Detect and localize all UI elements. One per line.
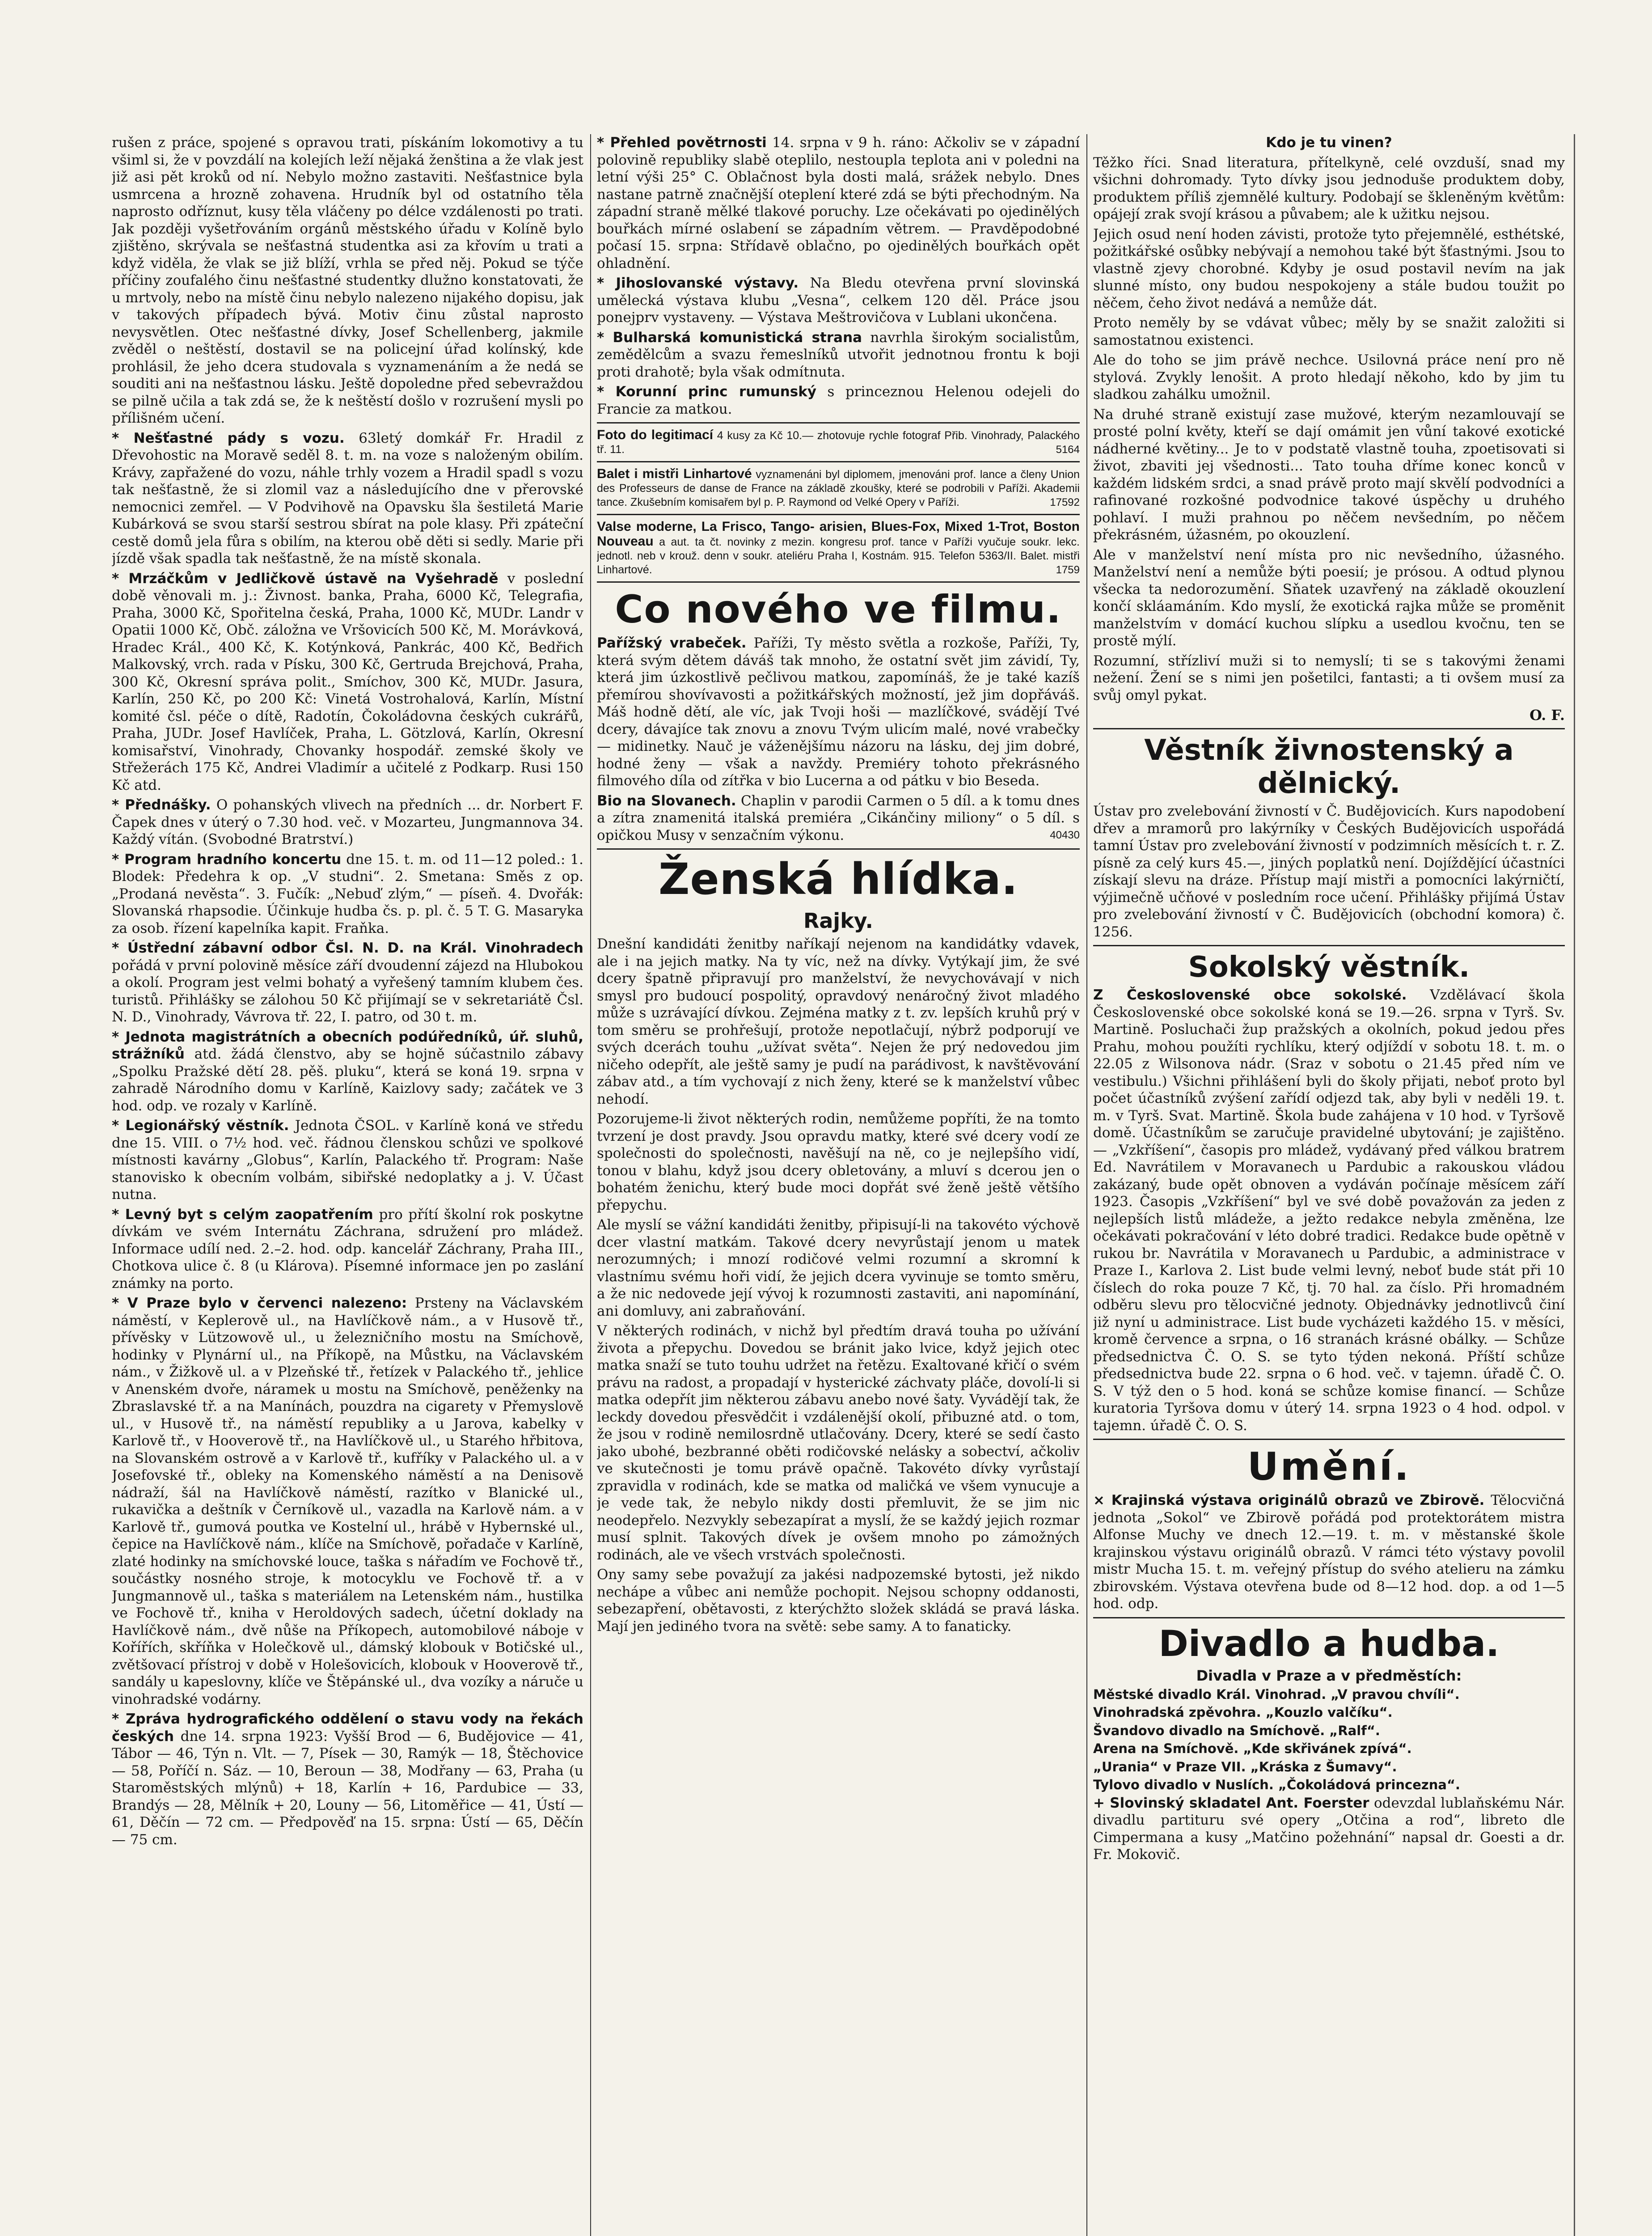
ad-balet bbox=[597, 467, 1080, 509]
news-item-text: dne 14. srpna 1923: Vyšší Brod — 6, Budějovice — 41, Tábor — 46, Týn n. Vlt. — 7, Písek — 30, Ramýk — 18, Štěchovice — 58, Poříčí n. Sáz. — 10, Beroun — 38, Modřany — 63, Praha (u Staroměstských mlýnů) + 18, Karlín + 16, Pardubice — 33, Brandýs — 28, Mělník + 20, Louny — 56, Litoměřice — 41, Ústí — 61, Děčín — 72 cm. — Předpověď na 15. srpna: Ústí — 65, Děčín — 75 cm. bbox=[112, 1728, 583, 1848]
divider bbox=[597, 848, 1080, 850]
zenska-paragraph: Pozorujeme-li život některých rodin, nemůžeme popříti, že na tomto tvrzení je dost pravdy. Jsou opravdu matky, které své dcery vodí ze společnosti do společnosti, navěšují na ně, co je nejlepšího vidí, tonou v blahu, když jsou dcery obletovány, a mluví s dcerou jen o bohatém ženichu, který bude moci dopřát své ženě ještě většího přepychu. bbox=[597, 1111, 1080, 1213]
news-item bbox=[112, 1117, 583, 1203]
zenska-paragraph: Ony samy sebe považují za jakési nadpozemské bytosti, jež nikdo nechápe a vůbec ani nemůže pochopit. Nejsou schopny oddanosti, sebezapření, obětavosti, z kterýchžto složek skládá se pravá láska. Mají jen jediného tvora na světě: sebe samy. A to fanaticky. bbox=[597, 1567, 1080, 1635]
divider bbox=[1093, 945, 1565, 946]
theatre-listing: Arena na Smíchově. „Kde skřivánek zpívá“. bbox=[1093, 1741, 1412, 1756]
news-item-lead: * Legionářský věstník. bbox=[112, 1118, 289, 1134]
news-item bbox=[112, 1711, 583, 1848]
news-item bbox=[597, 329, 1080, 381]
col2-news bbox=[597, 134, 1080, 418]
col3-paragraphs bbox=[1093, 154, 1565, 704]
news-item-lead: * Levný byt s celým zaopatřením bbox=[112, 1206, 373, 1223]
news-item bbox=[112, 940, 583, 1026]
sokol-article bbox=[1093, 987, 1565, 1434]
zenska-paragraph: Ale myslí se vážní kandidáti ženitby, připisují-li na takovéto výchově dcer vlastní matkám. Takové dcery nevyrůstají jenom u matek nerozumných; i mnozí rodičové velmi rozumní a skromní k vlastnímu svému hoři vidí, že jejich dcera vyvinuje se tomto směru, a že nic nedovede její vývoj k rozumnosti zastaviti, ani napomínání, ani domluvy, ani zabraňování. bbox=[597, 1217, 1080, 1319]
zenska-paragraph: V některých rodinách, v nichž byl předtím dravá touha po užívání života a přepychu. Dovedou se bránit jako lvice, když jejich otec matka snaží se tuto touhu udržet na řetězu. Exaltované křičí o svém právu na radost, a propadají v hysterické záchvaty pláče, dovolí-li si matka odepřít jim některou zábavu anebo nové šaty. Vyvádějí tak, že leckdy dovedou přesvědčit i vzdálenější okolí, přibuzné atd. o tom, že jsou v rodině nemilosrdně utlačovány. Dcery, které se sedí často jako ubohé, bezbranné oběti rodičovské nelásky a sobectví, ačkoliv ve skutečnosti je tomu právě opačně. Takovéto dívky vyrůstají zpravidla v rodinách, kde se matka od maličká ve všem vynucuje a je vede tak, že nebylo nikdy dosti přemluvit, že se jim nic neodepřelo. Nezvykly sebezapírat a myslí, že se každý jejich rozmar musí splnit. Takových dívek je ovšem mnoho po zámožných rodinách, ale ve všech vrstvách společnosti. bbox=[597, 1323, 1080, 1563]
news-item-text: v poslední době věnovali m. j.: Živnost. banka, Praha, 6000 Kč, Telegrafia, Praha, 3000 Kč, Spořitelna česká, Praha, 1000 Kč, MUDr. Landr v Opatii 1000 Kč, Obč. záložna ve Vršovicích 500 Kč, M. Morávková, Hradec Král., 400 Kč, K. Kotýnková, Pankrác, 400 Kč, Bedřich Malkovský, vrch. rada v Písku, 300 Kč, Gertruda Brejchová, Praha, 300 Kč, Okresní správa polit., Smíchov, 300 Kč, MUDr. Jasura, Karlín, 250 Kč, po 200 Kč: Vinetá Vostrohalová, Karlín, Místní komité čsl. péče o dítě, Radotín, Čokoládovna českých cukrářů, Praha, JUDr. Josef Havlíček, Praha, L. Götzlová, Karlín, Okresní komisařství, Vinohrady, Chovanky hospodář. zemské školy ve Střežerách 175 Kč, Andrei Vladimír a učitelé z Podkarp. Rusi 150 Kč atd. bbox=[112, 570, 583, 793]
news-item-text: 63letý domkář Fr. Hradil z Dřevohostic na Moravě seděl 8. t. m. na voze s naloženým obilím. Krávy, zapřažené do vozu, náhle trhly vozem a Hradil spadl s vozu tak nešťastně, že si zlomil vaz a následujícího dne v přerovské nemocnici zemřel. — V Podvihově na Opavsku šla šestiletá Marie Kubárková se svou starší sestrou sbírat na pole klasy. Při zpáteční cestě domů jela fůra s obilím, na kterou obě děti si sedly. Marie při jízdě však spadla tak nešťastně, že na místě skonala. bbox=[112, 430, 583, 567]
news-item-lead: * Nešťastné pády s vozu. bbox=[112, 430, 345, 446]
news-item-text: s princeznou Helenou odejeli do Francie za matkou. bbox=[597, 384, 1080, 417]
news-item-lead: * Přehled povětrnosti bbox=[597, 135, 767, 151]
umeni-article bbox=[1093, 1492, 1565, 1613]
ad-balet-title: Balet i mistři Linhartové bbox=[597, 466, 752, 481]
divider bbox=[597, 581, 1080, 583]
ad-valse-title: Valse moderne, La Frisco, Tango- arisien, Blues-Fox, Mixed 1-Trot, Boston Nouveau bbox=[597, 519, 1080, 549]
article-paragraph: Ale do toho se jim právě nechce. Usilovná práce není pro ně stylová. Zvykly lenošit. A proto hledají někoho, kdo by jim tu sladkou zahálku umožnil. bbox=[1093, 352, 1565, 402]
vestnik-text: Ústav pro zvelebování živností v Č. Budějovicích. Kurs napodobení dřev a mramorů pro lakýrníky v Českých Budějovicích uspořádá tamní Ústav pro zvelebování živností v podzimních měsících t. r. Z. písně za celý kurs 45.—, jiných poplatků není. Dojíždějící účastníci získají slevu na dráze. Přístup mají mistři a pomocníci lakýrničtí, výjimečně učňové v posledním roce učení. Přihlášky přijímá Ústav pro zvelebování živností v Č. Budějovicích (obchodní komora) č. 1256. bbox=[1093, 803, 1565, 940]
page-right-edge bbox=[1574, 134, 1575, 2236]
news-item-text: Prsteny na Václavském náměstí, v Keplerově ul., na Havlíčkově nám., a v Husově tř., přívěsky v Lützowově ul., u železničního mostu na Smíchově, hodinky v Plynární ul., na Příkopě, na Můstku, na Václavském nám., v Žižkově ul. a v Plzeňské tř., řetízek v Palackého tř., jehlice v Anenském dvoře, náramek u mostu na Smíchově, peněženky na Zbraslavské tř. a na Manínách, pouzdra na cigarety v Přemyslově ul., v Husově tř., na náměstí republiky a u Jarova, kabelky v Karlově tř., v Hooverově tř., na Havlíčkově ul., u Starého hřbitova, na Slovanském ostrově a v Karlově tř., kufříky v Palackého ul. a v Josefovské tř., obleky na Komenského náměstí a na Denisově nádraží, šál na Havlíčkově náměstí, razítko v Blanické ul., rukavička a deštník v Černíkově ul., vazadla na Karlově nám. a v Karlově tř., gumová poutka ve Kostelní ul., hrábě v Hybernské ul., čepice na Havlíčkově nám., klíče na Smíchově, pořadače v Karlíně, zlaté hodinky na smíchovské louce, taška s nářadím ve Fochově tř., součástky nosného stroje, k motocyklu ve Fochově tř. a v Jungmannově ul., taška s materiálem na Letenském nám., hustilka ve Fochově tř., kniha v Heroldových sadech, účetní doklady na Havlíčkově nám., dvě nůše na Příkopech, automobilové náboje v Kořířích, skříňka v Holečkově ul., dámský klobouk v Botičské ul., zvětšovací přístroj v době v Holešovicích, klobouk v Hooverově tř., sandály u kapeslovny, klíče ve Štěpánské ul., dva vozíky a náruče u vinohradské vodárny. bbox=[112, 1295, 583, 1707]
news-item bbox=[597, 134, 1080, 272]
theatre-listing: Tylovo divadlo v Nuslích. „Čokoládová princezna“. bbox=[1093, 1777, 1461, 1792]
divadlo-heading: Divadlo a hudba. bbox=[1158, 1622, 1500, 1664]
film-heading: Co nového ve filmu. bbox=[615, 587, 1062, 632]
news-item bbox=[597, 383, 1080, 418]
ad-balet-num: 17592 bbox=[1050, 496, 1080, 508]
col3-question: Kdo je tu vinen? bbox=[1266, 135, 1392, 151]
news-item-lead: * Program hradního koncertu bbox=[112, 851, 342, 868]
ad-valse bbox=[597, 520, 1080, 577]
column-divider-2 bbox=[1086, 134, 1087, 2236]
news-item-text: pro přítí školní rok poskytne dívkám ve svém Internátu Záchrana, sdružení pro mládež. Informace udílí ned. 2.–2. hod. odp. kancelář Záchrany, Praha III., Chotkova ulice č. 8 (u Klárova). Písemné informace jen po zaslání známky na porto. bbox=[112, 1206, 583, 1292]
film-item-text: Chaplin v parodii Carmen o 5 díl. a k tomu dnes a zítra znamenitá italská premiéra „Cikánčiny miliony“ o 5 díl. s opičkou Musy v senzačním výkonu. bbox=[597, 792, 1080, 843]
divadlo-item-lead: + Slovinský skladatel Ant. Foerster bbox=[1093, 1795, 1369, 1811]
ad-valse-num: 1759 bbox=[1056, 564, 1080, 576]
news-item bbox=[112, 1295, 583, 1708]
vestnik-heading: Věstník živnostenský a dělnický. bbox=[1144, 734, 1514, 800]
divider bbox=[597, 422, 1080, 423]
ad-foto-num: 5164 bbox=[1056, 444, 1080, 456]
theatre-listing: „Urania“ v Praze VII. „Kráska z Šumavy“. bbox=[1093, 1759, 1397, 1774]
ad-valse-text: a aut. ta čt. novinky z mezin. kongresu prof. tance v Paříži vyučuje soukr. lekc. jednotl. neb v krouž. denn v soukr. ateliéru Praha I, Kostnám. 915. Telefon 5363/II. Balet. mistři Linhartové. bbox=[597, 536, 1080, 576]
article-paragraph: Rozumní, střízliví muži si to nemyslí; ti se s takovými ženami nežení. Žení se s nimi jen pošetilci, fantasti; a ti ovšem musí za svůj omyl pykat. bbox=[1093, 652, 1565, 703]
news-item-text: atd. žádá členstvo, aby se hojně súčastnilo zábavy „Spolku Pražské dětí 28. pěš. pluku“, která se koná 19. srpna v zahradě Národního domu v Karlíně, Kaizlovy sady; začátek ve 3 hod. odp. ve rozaly v Karlíně. bbox=[112, 1046, 583, 1114]
film-articles bbox=[597, 635, 1080, 844]
sokol-lead: Z Československé obce sokolské. bbox=[1093, 987, 1407, 1003]
sokol-heading: Sokolský věstník. bbox=[1188, 951, 1470, 984]
theatre-listing: Vinohradská zpěvohra. „Kouzlo valčíku“. bbox=[1093, 1705, 1393, 1720]
article-signature: O. F. bbox=[1529, 707, 1565, 724]
news-item bbox=[112, 1029, 583, 1115]
article-paragraph: Jejich osud není hoden závisti, protože tyto přejemnělé, esthétské, požitkářské osůbky nebývají a nemohou také být šťastnými. Jsou to vlastně zjevy chorobné. Kdyby je osud postavil nevím na jak slunné místo, ony budou nespokojeny a stále budou toužit po něčem, čeho život nedává a nemůže dát. bbox=[1093, 226, 1565, 311]
news-item-lead: * V Praze bylo v červenci nalezeno: bbox=[112, 1295, 407, 1311]
zenska-paragraphs bbox=[597, 936, 1080, 1635]
zenska-heading: Ženská hlídka. bbox=[658, 854, 1018, 904]
article-paragraph: Ale v manželství není místa pro nic nevšedního, úžasného. Manželství není a nemůže býti poesií; je prósou. A odtud plynou všecka ta nedorozumění. Sňatek uzavřený na základě okouzlení končí skláamáním. Kdo myslí, že exotická rajka může se proměnit manželstvím v domácí kuchou slípku a usedlou kvočnu, ten se prostě mýlí. bbox=[1093, 546, 1565, 649]
divider bbox=[1093, 1617, 1565, 1618]
film-item-lead: Bio na Slovanech. bbox=[597, 792, 736, 809]
news-item-text: dne 15. t. m. od 11—12 poled.: 1. Blodek: Předehra k op. „V studni“. 2. Smetana: Směs z op. „Prodaná nevěsta“. 3. Fučík: „Nebuď zlým,“ — píseň. 4. Dvořák: Slovanská rhapsodie. Účinkuje hudba čs. p. pl. č. 5 T. G. Masaryka za osob. řízení kapelníka kapit. Fraňka. bbox=[112, 851, 583, 936]
news-item bbox=[112, 430, 583, 567]
news-item bbox=[597, 275, 1080, 326]
news-item-text: 14. srpna v 9 h. ráno: Ačkoliv se v západní polovině republiky slabě oteplilo, nestoupla teplota ani v poledni na letní výši 25° C. Oblačnost byla dosti malá, srážek nebylo. Dnes nastane patrně značnější oteplení které zdá se býti přechodným. Na západní straně mělké tlakové poruchy. Lze očekávati po ojedinělých bouřkách mírné oslabení se západním větrem. — Pravděpodobné počasí 15. srpna: Střídavě oblačno, po ojedinělých bouřkách opět ohladnění. bbox=[597, 135, 1080, 271]
umeni-text: Tělocvičná jednota „Sokol“ ve Zbirově pořádá pod protektorátem mistra Alfonse Muchy ve dnech 12.—19. t. m. v městanské škole krajinskou výstavu originálů obrazů. V rámci této výstavy povolil mistr Mucha 15. t. m. veřejný přístup do svého atelieru na zámku zbirovském. Výstava otevřena bude od 8—12 hod. dop. a od 1—5 hod. odp. bbox=[1093, 1492, 1565, 1612]
film-item bbox=[597, 792, 1080, 844]
news-item-text: pořádá v první polovině měsíce září dvoudenní zájezd na Hlubokou a okolí. Program jest velmi bohatý a vyřešený tamním klubem čes. turistů. Přihlášky se zálohou 50 Kč přijímají se v sekretariátě Čsl. N. D., Vinohrady, Vávrova tř. 22, I. patro, od 30 t. m. bbox=[112, 957, 583, 1025]
news-item-lead: * Přednášky. bbox=[112, 797, 211, 813]
news-item-lead: * Ústřední zábavní odbor Čsl. N. D. na Král. Vinohradech bbox=[112, 940, 583, 956]
news-item-lead: * Korunní princ rumunský bbox=[597, 384, 817, 400]
ad-foto bbox=[597, 428, 1080, 457]
ad-balet-text: vyznamenáni byl diplomem, jmenováni prof. lance a členy Union des Professeurs de danse de France na základě zkoušky, které se podrobili v Paříži. Akademii tance. Zkušebním komisařem byl p. P. Raymond od Velké Opery v Paříži. bbox=[597, 468, 1080, 508]
news-item-lead: * Jihoslovanské výstavy. bbox=[597, 275, 799, 291]
news-item bbox=[112, 1206, 583, 1292]
film-item bbox=[597, 635, 1080, 790]
news-item-lead: * Zpráva hydrografického oddělení o stavu vody na řekách českých bbox=[112, 1711, 583, 1745]
article-paragraph: Na druhé straně existují zase mužové, kterým nezamlouvají se prosté polní květy, kteří se dají omámit jen vůní takové exotické nádherné květiny... Je to v podstatě vlastně touha, zpoetisovati si život, zbaviti jej všednosti... Tato touha dříme konec konců v každém lidském srdci, a snad právě proto mají skvělí podvodníci a rafinované rozkošné podvodnice takové úspěchy u druhého pohlaví. I muži prahnou po něčem nevšedním, po něčem překrásném, úžasném, po okouzlení. bbox=[1093, 406, 1565, 543]
umeni-heading: Umění. bbox=[1247, 1444, 1411, 1489]
theatre-listing: Švandovo divadlo na Smíchově. „Ralf“. bbox=[1093, 1723, 1380, 1738]
news-item-text: Jednota ČSOL. v Karlíně koná ve středu dne 15. VIII. o 7½ hod. več. řádnou členskou schůzi ve spolkové místnosti kavárny „Globus“, Karlín, Palackého tř. Program: Naše stanovisko k obecním volbám, sibiřské nedoplatky a j. V. Účast nutna. bbox=[112, 1118, 583, 1203]
column-divider-1 bbox=[590, 134, 591, 2236]
col1-articles bbox=[112, 134, 583, 1848]
divadlo-subheading: Divadla v Praze a v předměstích: bbox=[1196, 1667, 1462, 1684]
zenska-subheading: Rajky. bbox=[803, 909, 874, 933]
column-middle bbox=[597, 134, 1080, 2236]
zenska-paragraph: Dnešní kandidáti ženitby naříkají nejenom na kandidátky vdavek, ale i na jejich matky. Na ty víc, než na dívky. Vytýkají jim, že své dcery špatně připravují pro manželství, že nevychovávají v nich smysl pro budoucí pospolitý, opravdový nenáročný život mladého může s uzrávající dívkou. Zejména matky z t. zv. lepších kruhů prý v tom směru se prohřešují, protože nepotlačují, nýbrž podporují ve svých dcerách touhu „užívat světa“. Nejen že prý nedovedou jim ničeho odepřít, ale ještě samy je pudí na parádivost, k navštěvování zábav atd., a tím vychovají z nich ženy, které se k manželství vůbec nehodí. bbox=[597, 936, 1080, 1107]
divider bbox=[1093, 728, 1565, 729]
divadlo-listing bbox=[1093, 1686, 1565, 1794]
divider bbox=[597, 461, 1080, 462]
film-item-text: Paříži, Ty město světla a rozkoše, Paříži, Ty, která svým dětem dáváš tak mnoho, že ostatní svět jim závidí, Ty, která jim úzkostlivě pečlivou matkou, zapomínáš, že je také kazíš přemírou shovívavosti a požitkářských možností, jež jim dopřáváš. Máš hodně dětí, ale víc, jak Tvoji hoši — mazlíčkové, svádějí Tvé dcery, dávajíce tak znovu a znovu Tvým ulicím malé, nové vrabečky — midinetky. Nauč je váženějšímu názoru na lásku, dej jim dobré, hodné ženy — však a navždy. Premiéry tohoto překrásného filmového díla od zítřka v bio Lucerna a od pátku v bio Beseda. bbox=[597, 635, 1080, 789]
film-item-lead: Pařížský vrabeček. bbox=[597, 635, 747, 651]
article-paragraph: Proto neměly by se vdávat vůbec; měly by se snažit založiti si samostatnou existenci. bbox=[1093, 315, 1565, 348]
divider bbox=[1093, 1439, 1565, 1440]
umeni-lead: × Krajinská výstava originálů obrazů ve Zbirově. bbox=[1093, 1492, 1485, 1508]
divadlo-item-text: odevzdal lublaňskému Nár. divadlu partituru své opery „Otčina a rod“, libreto dle Cimpermana a kusy „Matčino požehnání“ napsal dr. Goesti a dr. Fr. Mokovič. bbox=[1093, 1795, 1565, 1863]
news-item bbox=[112, 570, 583, 794]
news-item-text: O pohanských vlivech na předních ... dr. Norbert F. Čapek dnes v úterý o 7.30 hod. več. v Mozarteu, Jungmannova 34. Každý vítán. (Svobodné Bratrství.) bbox=[112, 797, 583, 847]
news-item-text: navrhla širokým socialistům, zemědělcům a svazu řemeslníků utvořit jednotnou frontu k boji proti drahotě; byla však odmítnuta. bbox=[597, 329, 1080, 380]
column-left bbox=[112, 134, 583, 2236]
news-item bbox=[112, 134, 583, 427]
ad-foto-text: 4 kusy za Kč 10.— zhotovuje rychle fotograf Přib. Vinohrady, Palackého tř. 11. bbox=[597, 429, 1080, 456]
sokol-text: Vzdělávací škola Československé obce sokolské koná se 19.—26. srpna v Tyrš. Sv. Martině. Posluchači žup pražských a okolních, pokud jedou přes Prahu, mohou použíti rychlíku, který odjíždí v sobotu 18. t. m. o 22.05 z Wilsonova nádr. (Sraz v sobotu o 21.45 před ním ve vestibulu.) Všichni přihlášení byli do školy přijati, neboť proto byl počet účastníků zvýšení zařídí odjezd tak, aby byli v neděli 19. t. m. v Tyrš. Svat. Martině. Škola bude zahájena v 10 hod. v Tyršově domě. Účastníkům se zaručuje pravidelné ubytování; je zajištěno. — „Vzkříšení“, časopis pro mládež, vydávaný před válkou bratrem Ed. Navrátilem v Moravanech u Pardubic a rakouskou vládou zakázaný, bude opět obnoven a vydáván počínaje měsícem září 1923. Časopis „Vzkříšení“ byl ve své době považován za jeden z nejlepších listů mládeže, a ježto redakce nebyla změněna, lze očekávati pokračování v léto dobré tradici. Redakce bude opětně v rukou br. Navrátila v Moravanech u Pardubic, a administrace v Praze I., Karlova 2. List bude velmi levný, neboť bude stát při 10 číslech do roka pouze 7 Kč, tj. 70 hal. za číslo. Při hromadném odběru slevu pro tělocvičné jednoty. Objednávky jednotlivců činí již nyní u administrace. List bude vycházeti každého 15. v měsíci, kromě července a srpna, o 16 stranách krásné obálky. — Schůze předsednictva Č. O. S. se tyto týden nekoná. Příští schůze předsednictva bude 22. srpna o 6 hod. več. v tajemn. úřadě Č. O. S. V týž den o 5 hod. koná se schůze komise financí. — Schůze kuratoria Tyršova domu v úterý 14. srpna 1923 o 4 hod. odpol. v tajemn. úřadě Č. O. S. bbox=[1093, 987, 1565, 1434]
news-item bbox=[112, 851, 583, 937]
divider bbox=[597, 514, 1080, 515]
news-item-text: Na Bledu otevřena první slovinská umělecká výstava klubu „Vesna“, celkem 120 děl. Práce jsou ponejprv vystaveny. — Výstava Meštrovičova v Lublani ukončena. bbox=[597, 275, 1080, 326]
divadlo-item bbox=[1093, 1795, 1565, 1863]
news-item-lead: * Bulharská komunistická strana bbox=[597, 329, 862, 346]
news-item-lead: * Jednota magistrátních a obecních podúředníků, úř. sluhů, strážníků bbox=[112, 1029, 583, 1062]
ad-foto-title: Foto do legitimací bbox=[597, 428, 714, 442]
column-right bbox=[1093, 134, 1565, 2236]
theatre-listing: Městské divadlo Král. Vinohrad. „V pravou chvíli“. bbox=[1093, 1686, 1460, 1702]
news-item bbox=[112, 796, 583, 848]
article-paragraph: Těžko říci. Snad literatura, přítelkyně, celé ovzduší, snad my všichni dohromady. Tyto dívky jsou jednoduše produktem doby, produktem příliš zjemnělé kultury. Podobají se škleněným květům: opájejí zrak svojí krásou a půvabem; ale k užitku nejsou. bbox=[1093, 154, 1565, 222]
news-item-lead: * Mrzáčkům v Jedličkově ústavě na Vyšehradě bbox=[112, 570, 499, 587]
film-item-num: 40430 bbox=[1050, 829, 1080, 841]
news-item-text: rušen z práce, spojené s opravou trati, pískáním lokomotivy a tu všiml si, že v povzdálí na kolejích leží nějaká ženština a že vlak jest již asi pět kroků od ní. Nebylo možno zastaviti. Nešťastnice byla usmrcena a hrozně zohavena. Hrudník byl od ostatního těla naprosto odříznut, kusy těla vláčeny po délce vzdálenosti po trati. Jak později vyšetřováním orgánů městského úřadu v Kolíně bylo zjištěno, skrývala se nešťastná studentka asi za křovím u trati a když viděla, že vlak se již blíží, vrhla se před něj. Pokud se týče příčiny zoufalého činu nešťastné studentky dlužno konstatovati, že u mrtvoly, nebo na místě činu nebylo nalezeno nijakého dopisu, jak v takových případech bývá. Motiv činu zůstal naprosto nevysvětlen. Otec nešťastné dívky, Josef Schellenberg, jakmile zvěděl o neštěstí, dostavil se na policejní úřad kolínský, kde prohlásil, že jeho dcera studovala s vyznamenáním a že nedá se souditi ani na nešťastnou lásku. Ještě dopoledne před sebevraždou se pilně učila a tak zdá se, že k neštěstí došlo v rozrušení mysli po přílišném učení. bbox=[112, 135, 583, 426]
